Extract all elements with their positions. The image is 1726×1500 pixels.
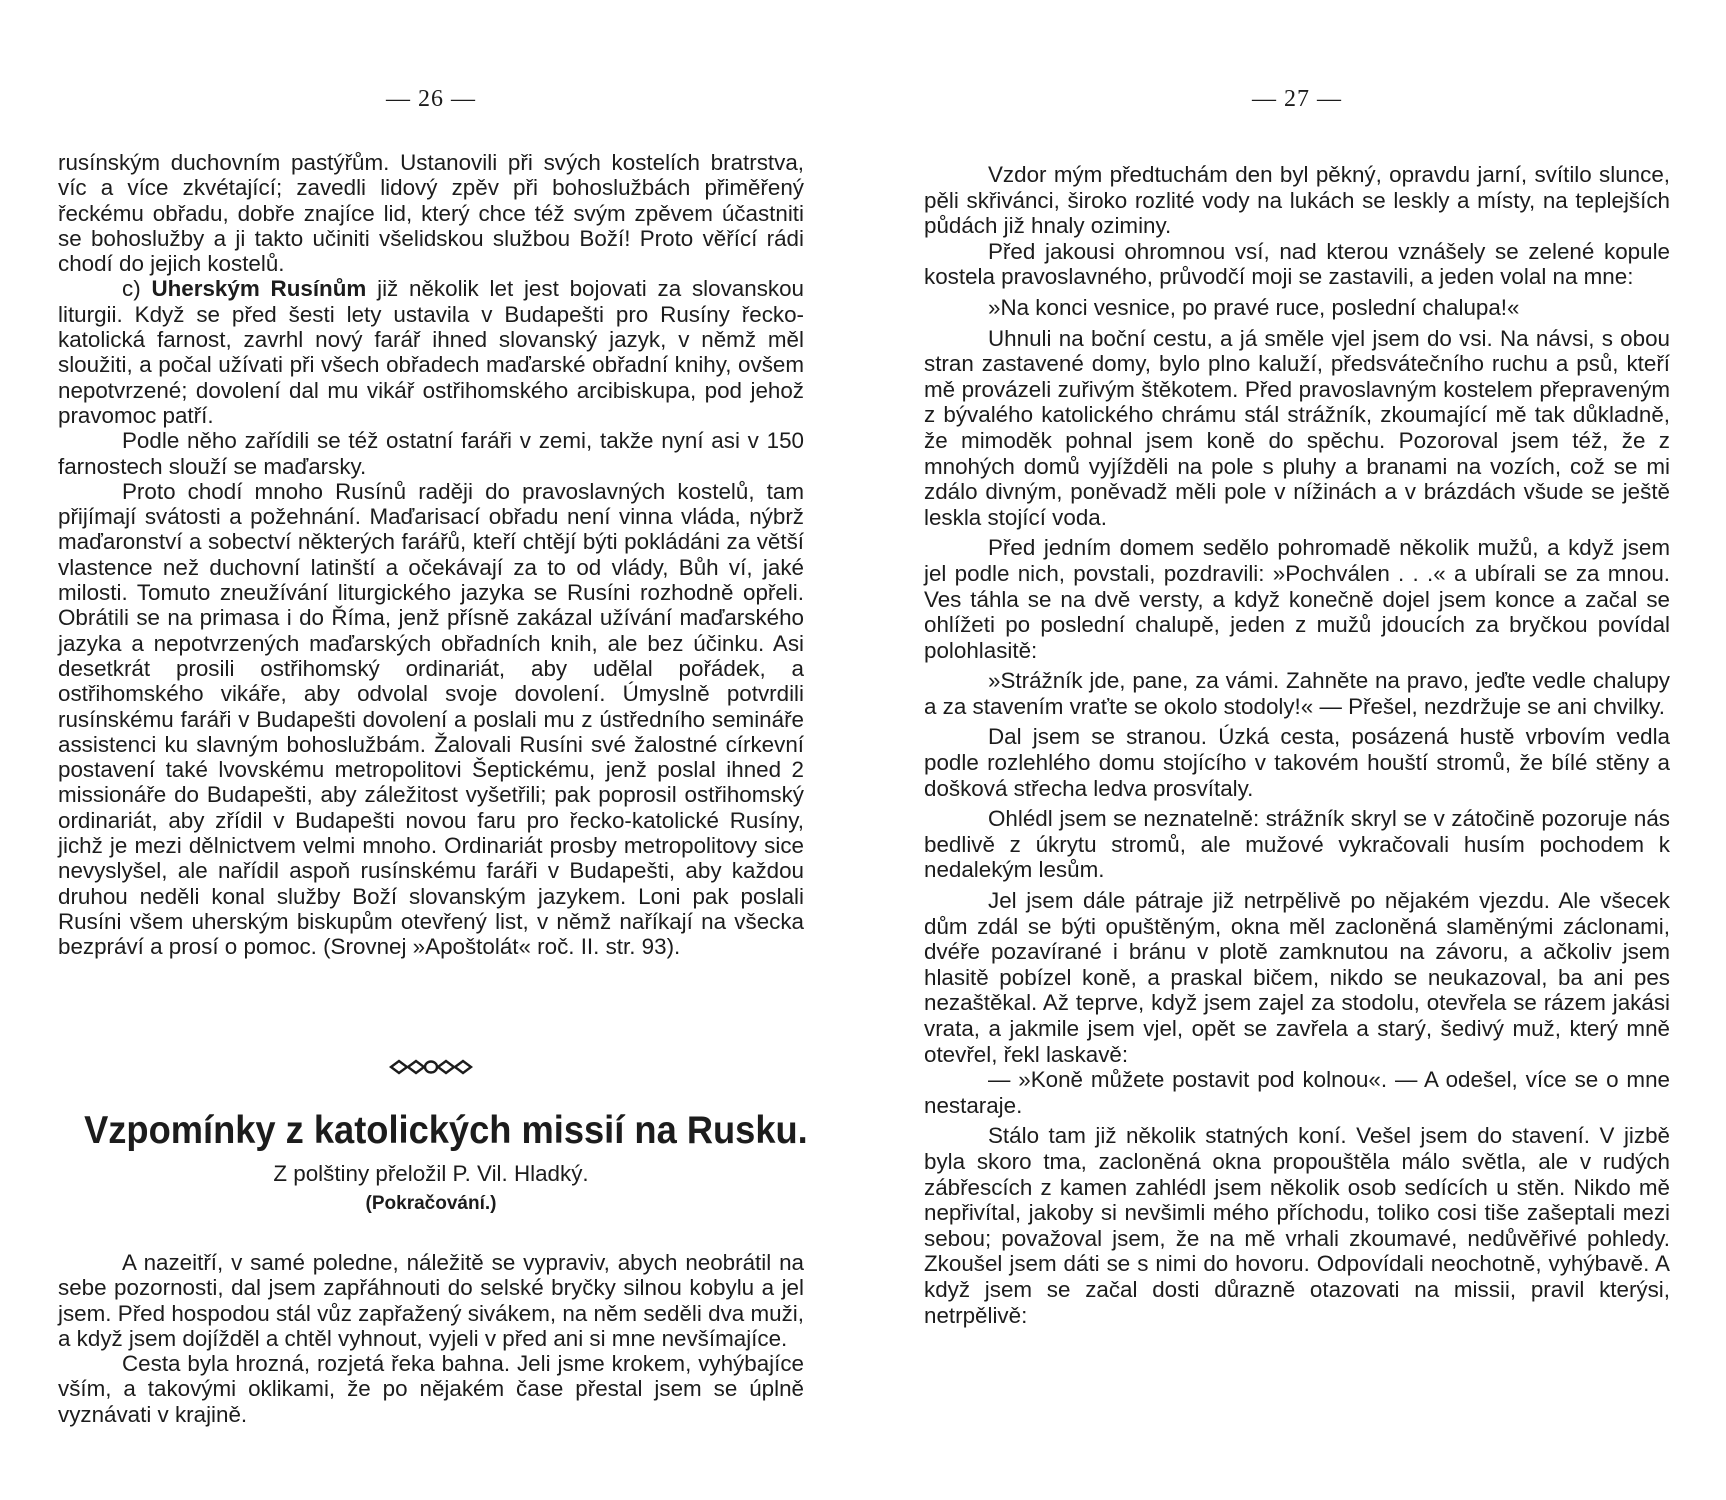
paragraph: Stálo tam již několik statných koní. Vešel jsem do stavení. V jizbě byla skoro tma, zacloněná okna propouštěla málo světla, ale v rudých zábřescích z kamen zahlédl jsem několik osob sedících u stěn. Nikdo mě nepřivítal, jakoby si nevšimli mého příchodu, toliko cosi tiše zašeptali mezi sebou; považoval jsem, že na mě vrhali zkoumavé, nedůvěřivé pohledy. Zkoušel jsem dáti se s nimi do hovoru. Odpovídali neochotně, vyhýbavě. A když jsem se začal dosti důrazně otazovati na missii, pravil kterýsi, netrpělivě: — [924, 1123, 1670, 1328]
paragraph: »Strážník jde, pane, za vámi. Zahněte na pravo, jeďte vedle chalupy a za stavením vraťte se okolo stodoly!« — Přešel, nezdržuje se ani chvilky. — [924, 668, 1670, 719]
paragraph-rest: již několik let jest bojovati za slovanskou liturgii. Když se před šesti lety ustavila v Budapešti pro Rusíny řecko-katolická farnost, zavrhl nový farář ihned slovanský jazyk, v němž měl sloužiti, a počal užívati při všech obřadech maďarské obřadní knihy, ovšem nepotvrzené; dovolení dal mu vikář ostřihomského arcibiskupa, pod jehož pravomoc patří. — [58, 276, 804, 428]
ornament-divider — [58, 1055, 804, 1079]
ornament-icon — [389, 1058, 473, 1076]
paragraph: Dal jsem se stranou. Úzká cesta, posázená hustě vrbovím vedla podle rozlehlého domu stojícího v takovém houští stromů, že bílé stěny a došková střecha ledva prosvítaly. — [924, 724, 1670, 801]
paragraph: Podle něho zařídili se též ostatní faráři v zemi, takže nyní asi v 150 farnostech slouží se maďarsky. — [58, 428, 804, 479]
left-page — [58, 0, 808, 1500]
paragraph: Proto chodí mnoho Rusínů raději do pravoslavných kostelů, tam přijímají svátosti a požehnání. Maďarisací obřadu není vinna vláda, nýbrž maďaronství a sobectví některých farářů, kteří chtějí býti pokládáni za větší vlastence než duchovní latinští a očekávají za to od vlády, Bůh ví, jaké milosti. Tomuto zneužívání liturgického jazyka se Rusíni rozhodně opřeli. Obrátili se na primasa i do Říma, jenž přísně zakázal užívání maďarského jazyka a nepotvrzených maďarských obřadních knih, ale bez účinku. Asi desetkrát prosili ostřihomský ordinariát, aby udělal pořádek, a ostřihomského vikáře, aby odvolal svoje dovolení. Úmyslně potvrdili rusínskému faráři v Budapešti dovolení a poslali mu z ústředního semináře assistenci ku slavným bohoslužbám. Žalovali Rusíni své žalostné církevní postavení také lvovskému metropolitovi Šeptickému, jenž poslal ihned 2 missionáře do Budapešti, aby záležitost vyšetřili; pak poprosil ostřihomský ordinariát, aby zřídil v Budapešti novou faru pro řecko-katolické Rusíny, jichž je mezi dělnictvem velmi mnoho. Ordinariát prosby metropolitovy sice nevyslyšel, ale nařídil aspoň rusínskému faráři v Budapešti, aby každou druhou neděli konal služby Boží slovanským jazykem. Loni pak poslali Rusíni všem uherským biskupům otevřený list, v němž naříkají na všecka bezpráví a prosí o pomoc. (Srovnej »Apoštolát« roč. II. str. 93). — [58, 478, 804, 960]
article-title: Vzpomínky z katolických missií na Rusku. — [84, 1109, 808, 1152]
bold-lead: Uherským Rusínům — [151, 276, 367, 302]
right-page-text — [924, 162, 1670, 1328]
paragraph: Cesta byla hrozná, rozjetá řeka bahna. Jeli jsme krokem, vyhýbajíce vším, a takovými oklikami, že po nějakém čase přestal jsem se úplně vyznávati v krajině. — [58, 1351, 804, 1427]
article-subtitle: Z polštiny přeložil P. Vil. Hladký. — [273, 1161, 589, 1186]
paragraph: Vzdor mým předtuchám den byl pěkný, opravdu jarní, svítilo slunce, pěli skřivánci, široko rozlité vody na lukách se leskly a místy, na teplejších půdách již hnaly oziminy. — [924, 162, 1670, 239]
paragraph: A nazeitří, v samé poledne, náležitě se vypraviv, abych neobrátil na sebe pozornosti, dal jsem zapřáhnouti do selské bryčky silnou kobylu a jel jsem. Před hospodou stál vůz zapřažený sivákem, na něm seděli dva muži, a když jsem dojížděl a chtěl vyhnout, vyjeli v před ani si mne nevšímajíce. — [58, 1250, 804, 1351]
right-page — [924, 0, 1670, 1500]
paragraph: — »Koně můžete postavit pod kolnou«. — A odešel, více se o mne nestaraje. — [924, 1067, 1670, 1118]
paragraph: Ohlédl jsem se neznatelně: strážník skryl se v zátočině pozoruje nás bedlivě z úkrytu stromů, ale mužové vykračovali husím pochodem k nedalekým lesům. — [924, 806, 1670, 883]
page-number-right: — 27 — — [1252, 86, 1342, 112]
paragraph: rusínským duchovním pastýřům. Ustanovili při svých kostelích bratrstva, víc a více zkvétající; zavedli lidový zpěv při bohoslužbách přiměřený řeckému obřadu, dobře znajíce lid, který chce též svým zpěvem účastniti se bohoslužby a ji takto učiniti všelidskou službou Boží! Proto věřící rádi chodí do jejich kostelů. — [58, 150, 804, 277]
paragraph: Před jedním domem sedělo pohromadě několik mužů, a když jsem jel podle nich, povstali, pozdravili: »Pochválen . . .« a ubírali se za mnou. Ves táhla se na dvě versty, a když konečně dojel jsem konce a začal se ohlížeti po poslední chalupě, jeden z mužů jdoucích za bryčkou povídal polohlasitě: — [924, 535, 1670, 663]
article-text — [58, 1250, 804, 1427]
paragraph: »Na konci vesnice, po pravé ruce, poslední chalupa!« — [988, 294, 1520, 320]
page-number-left: — 26 — — [386, 86, 476, 112]
paragraph: Před jakousi ohromnou vsí, nad kterou vznášely se zelené kopule kostela pravoslavného, průvodčí moji se zastavili, a jeden volal na mne: — [924, 238, 1670, 290]
paragraph: Uhnuli na boční cestu, a já směle vjel jsem do vsi. Na návsi, s obou stran zastavené domy, bylo plno kaluží, předsvátečního ruchu a psů, kteří mě provázeli zuřivým štěkotem. Před pravoslavným kostelem přepraveným z bývalého katolického chrámu stál strážník, zkoumající mě tak důkladně, že mimoděk pohnal jsem koně do spěchu. Pozoroval jsem též, že z mnohých domů vyjížděli na pole s pluhy a branami na vozích, což se mi zdálo divným, poněvadž měli pole v nížinách a v brázdách všude se ještě leskla stojící voda. — [924, 325, 1670, 530]
left-page-text — [58, 150, 804, 960]
article-continued-label: (Pokračování.) — [365, 1193, 497, 1214]
paragraph: Jel jsem dále pátraje již netrpělivě po nějakém vjezdu. Ale všecek dům zdál se býti opuštěným, okna měl zacloněná slaměnými záclonami, dvéře pozavírané i bránu v plotě zamknutou na závoru, a ačkoliv jsem hlasitě pobízel koně, a praskal bičem, nikdo se neukazoval, ba ani pes nezaštěkal. Až teprve, když jsem zajel za stodolu, otevřela se rázem jakási vrata, a jakmile jsem vjel, opět se zavřela a starý, šedivý muž, který mně otevřel, řekl laskavě: — [924, 888, 1670, 1067]
paragraph: c) Uherským Rusínům již několik let jest bojovati za slovanskou liturgii. Když se před šesti lety ustavila v Budapešti pro Rusíny řecko-katolická farnost, zavrhl nový farář ihned slovanský jazyk, v němž měl sloužiti, a počal užívati při všech obřadech maďarské obřadní knihy, ovšem nepotvrzené; dovolení dal mu vikář ostřihomského arcibiskupa, pod jehož pravomoc patří. — [58, 276, 804, 428]
